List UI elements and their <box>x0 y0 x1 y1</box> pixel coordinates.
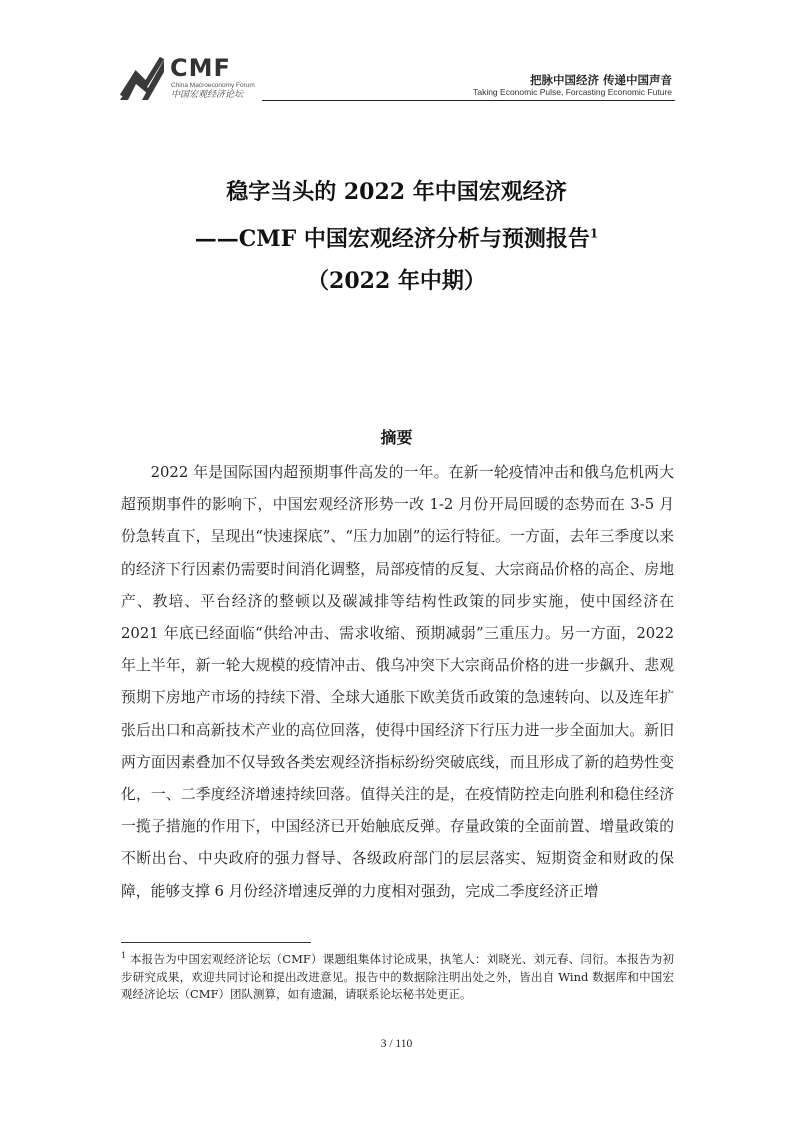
footnote-text: 本报告为中国宏观经济论坛（CMF）课题组集体讨论成果，执笔人：刘晓光、刘元春、闫衍。本报告为初步研究成果，欢迎共同讨论和提出改进意见。报告中的数据除注明出处之外，皆出自 Wind 数据库和中国宏观经济论坛（CMF）团队测算，如有遗漏，请联系论坛秘书处更正。 <box>121 952 674 1001</box>
footnote-divider <box>121 942 311 943</box>
title-line-2-text: ——CMF 中国宏观经济分析与预测报告 <box>194 226 590 252</box>
title-line-1: 稳字当头的 2022 年中国宏观经济 <box>226 179 567 205</box>
cmf-logo-mark-icon <box>118 56 166 102</box>
logo-chinese-name: 中国宏观经济论坛 <box>171 90 244 100</box>
header-divider <box>262 100 675 101</box>
logo-english-name: China Macroeconomy Forum <box>171 82 255 89</box>
page-number: 3 / 110 <box>380 1038 413 1050</box>
tagline-english: Taking Economic Pulse, Forcasting Economic Future <box>473 87 672 97</box>
tagline-chinese: 把脉中国经济 传递中国声音 <box>529 73 672 87</box>
logo-wordmark: CMF <box>170 54 231 82</box>
title-line-3: （2022 年中期） <box>307 268 486 294</box>
abstract-paragraph: 2022 年是国际国内超预期事件高发的一年。在新一轮疫情冲击和俄乌危机两大超预期事件的影响下，中国宏观经济形势一改 1-2 月份开局回暖的态势而在 3-5 月份急转直下，呈现出“快速探底”、“压力加剧”的运行特征。一方面，去年三季度以来的经济下行因素仍需要时间消化调整，局部疫情的反复、大宗商品价格的高企、房地产、教培、平台经济的整顿以及碳减排等结构性政策的同步实施，使中国经济在 2021 年底已经面临“供给冲击、需求收缩、预期减弱”三重压力。另一方面，2022 年上半年，新一轮大规模的疫情冲击、俄乌冲突下大宗商品价格的进一步飙升、悲观预期下房地产市场的持续下滑、全球大通胀下欧美货币政策的急速转向、以及连年扩张后出口和高新技术产业的高位回落，使得中国经济下行压力进一步全面加大。新旧两方面因素叠加不仅导致各类宏观经济指标纷纷突破底线，而且形成了新的趋势性变化，一、二季度经济增速持续回落。值得关注的是，在疫情防控走向胜利和稳住经济一揽子措施的作用下，中国经济已开始触底反弹。存量政策的全面前置、增量政策的不断出台、中央政府的强力督导、各级政府部门的层层落实、短期资金和财政的保障，能够支撑 6 月份经济增速反弹的力度相对强劲，完成二季度经济正增 <box>121 464 674 900</box>
title-line-2 <box>0 224 793 254</box>
abstract-heading: 摘要 <box>380 428 413 447</box>
footnote <box>121 951 674 1004</box>
footnote-marker: 1 <box>121 951 127 961</box>
cmf-logo <box>118 54 288 104</box>
footnote-ref: 1 <box>589 226 599 241</box>
